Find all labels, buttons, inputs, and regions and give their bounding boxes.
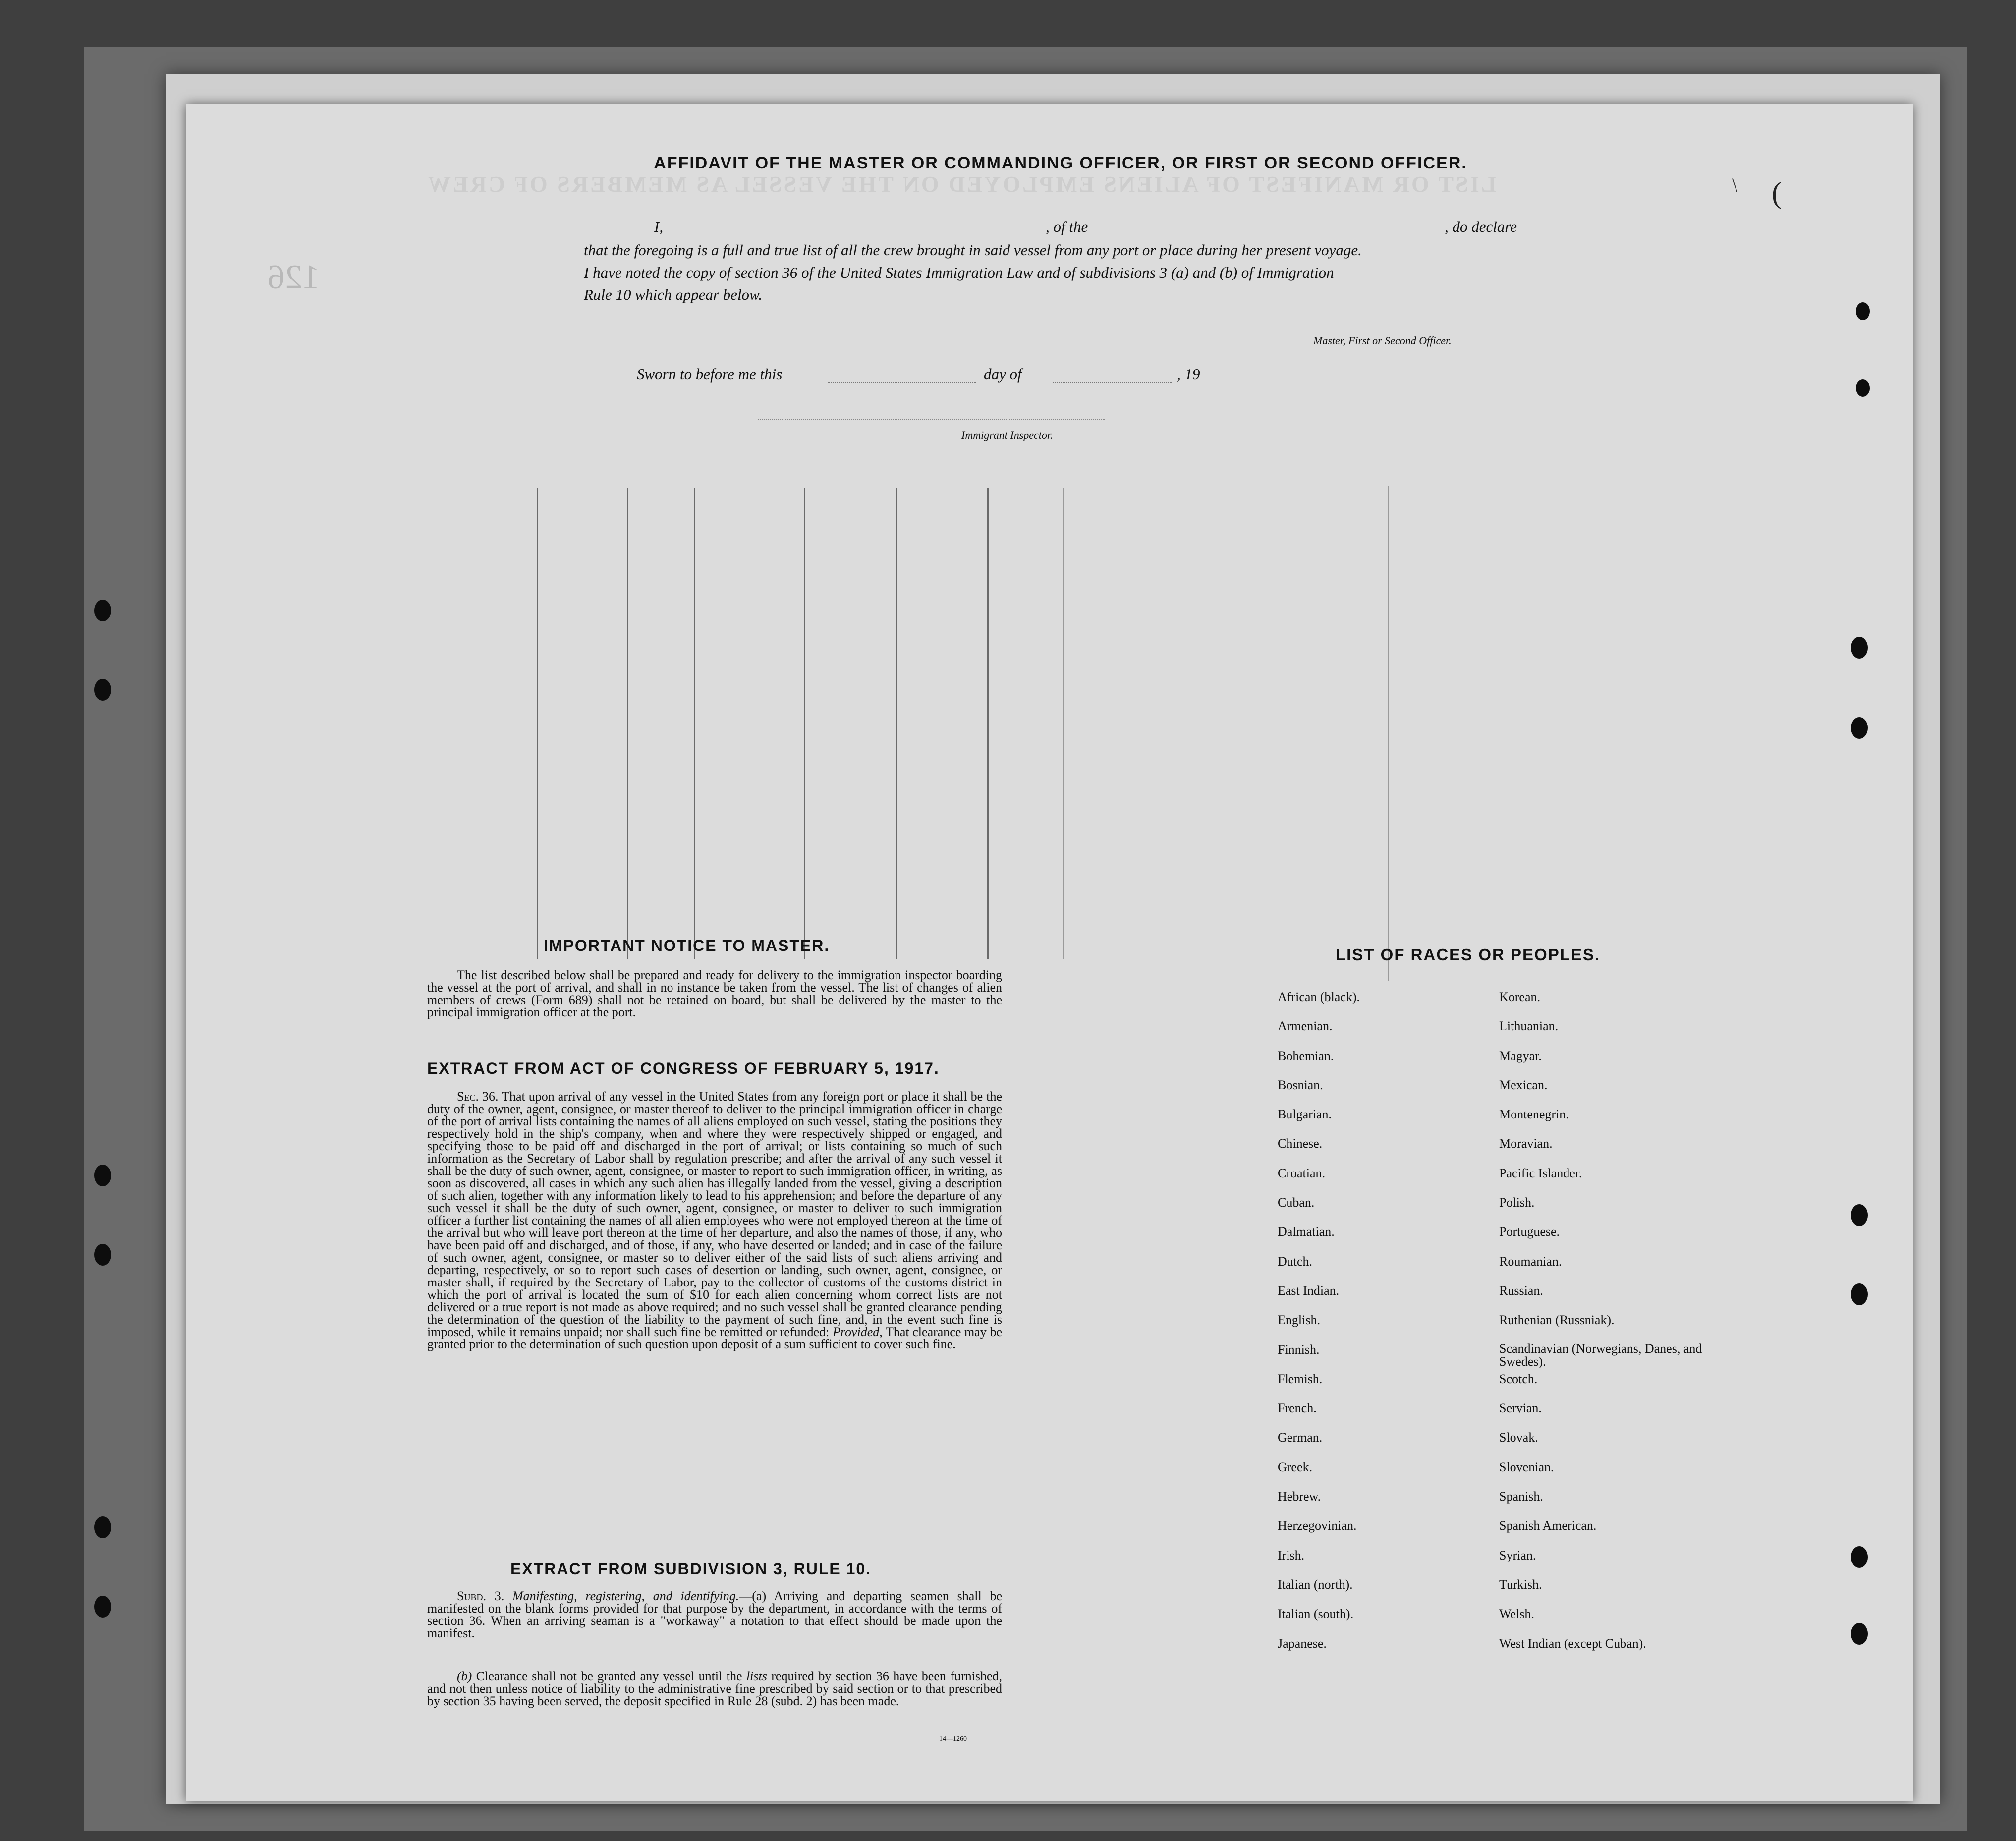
race-item: Bulgarian. xyxy=(1278,1107,1332,1122)
race-item: Lithuanian. xyxy=(1499,1019,1559,1034)
race-item: Montenegrin. xyxy=(1499,1107,1569,1122)
binder-hole xyxy=(94,1516,111,1538)
race-item: German. xyxy=(1278,1430,1323,1445)
race-item: Russian. xyxy=(1499,1283,1543,1298)
affidavit-section-line: I have noted the copy of section 36 of the United States Immigration Law and of subdivisions 3 (a) and (b) of Immigration xyxy=(584,264,1334,281)
column-rule xyxy=(627,488,628,959)
subd-title: Manifesting, registering, and identifying. xyxy=(512,1589,739,1603)
subd-label: Subd. 3. xyxy=(457,1589,504,1603)
sworn-label: Sworn to before me this xyxy=(637,365,783,383)
race-item: Chinese. xyxy=(1278,1136,1323,1151)
race-item: Pacific Islander. xyxy=(1499,1166,1582,1180)
race-item: Irish. xyxy=(1278,1548,1305,1562)
binder-hole xyxy=(94,600,111,621)
race-item: Ruthenian (Russniak). xyxy=(1499,1313,1615,1328)
race-item: Bosnian. xyxy=(1278,1077,1323,1092)
margin-mark: ( xyxy=(1772,176,1782,209)
binder-hole xyxy=(1851,1546,1868,1568)
affidavit-title: AFFIDAVIT OF THE MASTER OR COMMANDING OFFICER, OR FIRST OR SECOND OFFICER. xyxy=(654,154,1467,172)
race-item: Polish. xyxy=(1499,1195,1535,1210)
bleed-through-title: LIST OR MANIFEST OF ALIENS EMPLOYED ON THE VESSEL AS MEMBERS OF CREW xyxy=(426,171,1497,197)
race-item: Syrian. xyxy=(1499,1548,1536,1562)
race-item: Greek. xyxy=(1278,1459,1313,1474)
race-item: Spanish American. xyxy=(1499,1518,1597,1533)
race-item: English. xyxy=(1278,1313,1320,1328)
para-b-text-1: Clearance shall not be granted any vessel until the xyxy=(476,1669,742,1683)
race-item: Italian (south). xyxy=(1278,1607,1354,1621)
section-36-text-end: That clearance may be granted prior to the determination of such question upon deposit of a sum sufficient to cover such fine. xyxy=(427,1325,1003,1351)
race-item: Dutch. xyxy=(1278,1254,1313,1269)
para-a-mark: —(a) xyxy=(739,1589,767,1603)
affidavit-i-label: I, xyxy=(654,218,664,235)
para-a-text: Arriving and departing seamen shall be manifested on the blank forms provided for that purpose by the department, in accordance with the terms of section 36. When an arriving seaman is a "workaway" a notation to that effect should be made upon the manifest. xyxy=(427,1589,1003,1640)
race-item: Scandinavian (Norwegians, Danes, and Swedes). xyxy=(1499,1341,1702,1369)
notice-text: The list described below shall be prepared and ready for delivery to the immigration inspector boarding the vessel at the port of arrival, and shall in no instance be taken from the vessel. The list of changes of alien members of crews (Form 689) shall not be retained on board, but shall be delivered by the master to the principal immigration officer at the port. xyxy=(427,968,1002,1019)
rule-para-a xyxy=(427,1590,1002,1639)
column-rule xyxy=(896,488,897,959)
race-item: Hebrew. xyxy=(1278,1489,1321,1504)
race-item: Spanish. xyxy=(1499,1489,1543,1504)
races-right-column xyxy=(1499,990,1712,1666)
column-rule xyxy=(537,488,538,959)
year-prefix: , 19 xyxy=(1177,365,1200,383)
race-item: Roumanian. xyxy=(1499,1254,1562,1269)
race-item: Moravian. xyxy=(1499,1136,1553,1151)
race-item: West Indian (except Cuban). xyxy=(1499,1636,1646,1651)
binder-hole xyxy=(1851,1283,1868,1305)
race-item: Servian. xyxy=(1499,1401,1542,1416)
race-item: Herzegovinian. xyxy=(1278,1518,1357,1533)
act-extract-heading: EXTRACT FROM ACT OF CONGRESS OF FEBRUARY 5, 1917. xyxy=(427,1060,940,1077)
race-item: Cuban. xyxy=(1278,1195,1315,1210)
binder-hole xyxy=(1851,1623,1868,1645)
rule-para-b xyxy=(427,1670,1002,1707)
notice-heading: IMPORTANT NOTICE TO MASTER. xyxy=(544,937,830,954)
race-item: Slovenian. xyxy=(1499,1459,1554,1474)
races-heading: LIST OF RACES OR PEOPLES. xyxy=(1336,946,1601,964)
race-item: Turkish. xyxy=(1499,1577,1542,1592)
para-b-lists: lists xyxy=(746,1669,767,1683)
inspector-signature-line xyxy=(758,419,1105,420)
race-item: Croatian. xyxy=(1278,1166,1326,1180)
race-item: French. xyxy=(1278,1401,1317,1416)
act-extract-text xyxy=(427,1090,1002,1350)
binder-hole xyxy=(1851,717,1868,739)
page-margin-number: 126 xyxy=(268,258,320,296)
race-item: Welsh. xyxy=(1499,1607,1534,1621)
race-item: Scotch. xyxy=(1499,1371,1538,1386)
race-item: Magyar. xyxy=(1499,1048,1542,1063)
column-rule xyxy=(694,488,695,959)
race-item: African (black). xyxy=(1278,990,1360,1004)
binder-hole xyxy=(1856,379,1870,397)
affidavit-statement-line: that the foregoing is a full and true list of all the crew brought in said vessel from any port or place during her present voyage. xyxy=(584,241,1362,259)
affidavit-of-the-label: , of the xyxy=(1046,218,1088,235)
race-item: Portuguese. xyxy=(1499,1225,1560,1239)
binder-hole xyxy=(94,679,111,701)
binder-hole xyxy=(94,1244,111,1266)
affidavit-rule-line: Rule 10 which appear below. xyxy=(584,286,763,303)
race-item: Dalmatian. xyxy=(1278,1225,1335,1239)
column-rule xyxy=(1063,488,1064,959)
binder-hole xyxy=(94,1596,111,1618)
rule-extract-heading: EXTRACT FROM SUBDIVISION 3, RULE 10. xyxy=(510,1560,872,1578)
sworn-month-blank xyxy=(1053,382,1172,383)
binder-hole xyxy=(1856,302,1870,320)
binder-hole xyxy=(1851,637,1868,659)
race-item: Italian (north). xyxy=(1278,1577,1353,1592)
race-item: Slovak. xyxy=(1499,1430,1538,1445)
section-36-text: That upon arrival of any vessel in the United States from any foreign port or place it shall be the duty of the owner, agent, consignee, or master thereof to deliver to the principal immigration officer in charge of the port of arrival lists containing the names of all aliens employed on such vessel, stating the positions they respectively hold in the ship's company, when and where they were respectively shipped or engaged, and specifying those to be paid off and discharged in the port of arrival; or lists containing so much of such information as the Secretary of Labor shall by regulation prescribe; and after the arrival of any such vessel it shall be the duty of such owner, agent, consignee, or master to report to such immigration officer, in writing, as soon as discovered, all cases in which any such alien has illegally landed from the vessel, giving a description of such alien, together with any information likely to lead to his apprehension; and before the departure of any such vessel it shall be the duty of such owner, agent, consignee, or master to deliver to such immigration officer a further list containing the names of all alien employees who were not employed thereon at the time of the arrival but who will leave port thereon at the time of her departure, and also the names of those, if any, who have been paid off and discharged, and of those, if any, who have deserted or landed; and in case of the failure of such owner, agent, consignee, or master so to deliver either of the said lists of such aliens arriving and departing, respectively, or so to report such cases of desertion or landing, such owner, agent, consignee, or master shall, if required by the Secretary of Labor, pay to the collector of customs of the customs district in which the port of arrival is located the sum of $10 for each alien concerning whom correct lists are not delivered or a true report is not made as above required; and no such vessel shall be granted clearance pending the determination of the question of the liability to the payment of such fine, and, in the event such fine is imposed, while it remains unpaid; nor shall such fine be remitted or refunded: xyxy=(427,1089,1003,1339)
race-item: Japanese. xyxy=(1278,1636,1327,1651)
races-left-column xyxy=(1278,990,1360,1666)
race-item: Armenian. xyxy=(1278,1019,1333,1034)
margin-mark: \ xyxy=(1732,174,1738,196)
race-item: Mexican. xyxy=(1499,1077,1548,1092)
race-item: Flemish. xyxy=(1278,1371,1323,1386)
race-item: Finnish. xyxy=(1278,1342,1320,1357)
race-item: Bohemian. xyxy=(1278,1048,1334,1063)
binder-hole xyxy=(94,1165,111,1186)
column-rule xyxy=(1388,486,1389,981)
form-code: 14—1260 xyxy=(939,1735,967,1743)
section-label: Sec. 36. xyxy=(457,1089,499,1104)
provided-word: Provided, xyxy=(832,1325,883,1339)
inspector-caption: Immigrant Inspector. xyxy=(961,429,1053,441)
binder-hole xyxy=(1851,1204,1868,1226)
day-of-label: day of xyxy=(984,365,1022,383)
para-b-mark: (b) xyxy=(457,1669,472,1683)
column-rule xyxy=(804,488,805,959)
para-b-text-2: required by section 36 have been furnished, and not then unless notice of liability to the administrative fine prescribed by said section or to that prescribed by section 35 having been served, the deposit specified in Rule 28 (subd. 2) has been made. xyxy=(427,1669,1003,1708)
column-rule xyxy=(987,488,989,959)
affidavit-declare-label: , do declare xyxy=(1445,218,1517,235)
sworn-day-blank xyxy=(828,382,976,383)
race-item: East Indian. xyxy=(1278,1283,1340,1298)
master-officer-caption: Master, First or Second Officer. xyxy=(1313,335,1452,347)
race-item: Korean. xyxy=(1499,990,1541,1004)
